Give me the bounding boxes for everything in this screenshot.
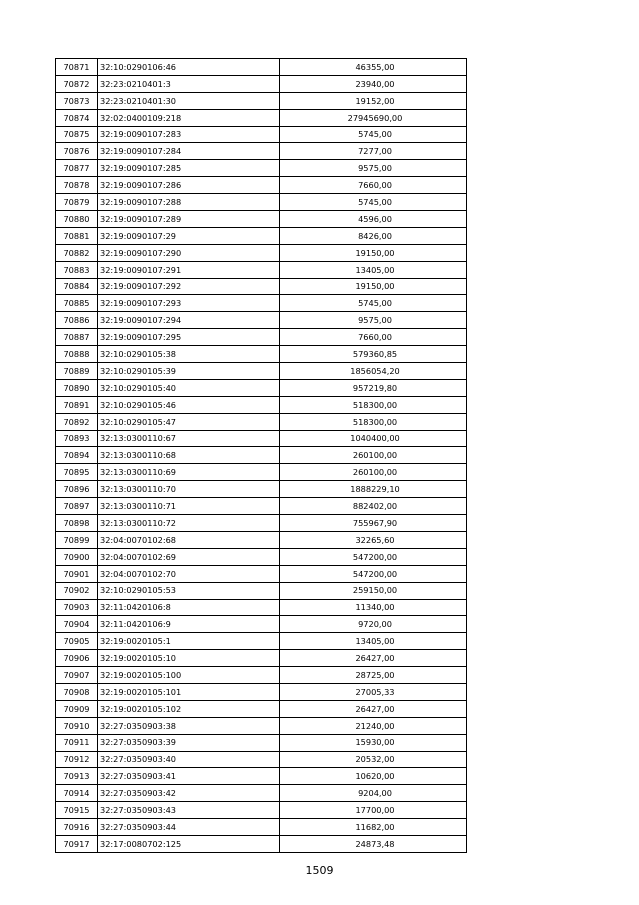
cadastral-number-cell: 32:13:0300110:71 <box>98 498 280 515</box>
cadastral-number-cell: 32:19:0020105:1 <box>98 633 280 650</box>
cadastral-number-cell: 32:10:0290105:46 <box>98 396 280 413</box>
cadastral-value-cell: 8426,00 <box>280 227 467 244</box>
cadastral-number-cell: 32:10:0290105:39 <box>98 363 280 380</box>
row-number-cell: 70889 <box>56 363 98 380</box>
cadastral-number-cell: 32:19:0090107:293 <box>98 295 280 312</box>
cadastral-value-cell: 957219,80 <box>280 379 467 396</box>
table-row <box>56 92 467 109</box>
cadastral-number-cell: 32:19:0090107:291 <box>98 261 280 278</box>
cadastral-value-cell: 7660,00 <box>280 177 467 194</box>
row-number-cell: 70910 <box>56 717 98 734</box>
table-row <box>56 683 467 700</box>
cadastral-number-cell: 32:19:0090107:288 <box>98 194 280 211</box>
row-number-cell: 70900 <box>56 548 98 565</box>
cadastral-value-cell: 755967,90 <box>280 515 467 532</box>
cadastral-value-cell: 260100,00 <box>280 447 467 464</box>
table-row <box>56 751 467 768</box>
cadastral-value-cell: 882402,00 <box>280 498 467 515</box>
cadastral-number-cell: 32:11:0420106:9 <box>98 616 280 633</box>
cadastral-number-cell: 32:19:0090107:290 <box>98 244 280 261</box>
cadastral-number-cell: 32:19:0090107:292 <box>98 278 280 295</box>
cadastral-number-cell: 32:13:0300110:69 <box>98 464 280 481</box>
row-number-cell: 70901 <box>56 565 98 582</box>
cadastral-value-cell: 13405,00 <box>280 633 467 650</box>
table-row <box>56 312 467 329</box>
row-number-cell: 70892 <box>56 413 98 430</box>
table-row <box>56 143 467 160</box>
cadastral-value-cell: 4596,00 <box>280 211 467 228</box>
table-row <box>56 59 467 76</box>
table-row <box>56 261 467 278</box>
table-row <box>56 244 467 261</box>
row-number-cell: 70904 <box>56 616 98 633</box>
row-number-cell: 70902 <box>56 582 98 599</box>
row-number-cell: 70872 <box>56 75 98 92</box>
cadastral-value-cell: 32265,60 <box>280 531 467 548</box>
table-row <box>56 650 467 667</box>
cadastral-value-cell: 547200,00 <box>280 548 467 565</box>
table-row <box>56 717 467 734</box>
cadastral-number-cell: 32:19:0090107:294 <box>98 312 280 329</box>
table-row <box>56 734 467 751</box>
row-number-cell: 70878 <box>56 177 98 194</box>
cadastral-number-cell: 32:19:0090107:283 <box>98 126 280 143</box>
table-row <box>56 616 467 633</box>
cadastral-value-cell: 46355,00 <box>280 59 467 76</box>
row-number-cell: 70886 <box>56 312 98 329</box>
cadastral-value-cell: 13405,00 <box>280 261 467 278</box>
cadastral-number-cell: 32:19:0090107:29 <box>98 227 280 244</box>
row-number-cell: 70881 <box>56 227 98 244</box>
cadastral-value-cell: 21240,00 <box>280 717 467 734</box>
cadastral-number-cell: 32:27:0350903:39 <box>98 734 280 751</box>
table-row <box>56 413 467 430</box>
table-row <box>56 835 467 852</box>
table-row <box>56 227 467 244</box>
table-row <box>56 329 467 346</box>
cadastral-value-table <box>55 58 467 853</box>
table-row <box>56 126 467 143</box>
cadastral-number-cell: 32:27:0350903:40 <box>98 751 280 768</box>
cadastral-value-cell: 7277,00 <box>280 143 467 160</box>
cadastral-value-cell: 11340,00 <box>280 599 467 616</box>
row-number-cell: 70913 <box>56 768 98 785</box>
cadastral-number-cell: 32:19:0020105:100 <box>98 667 280 684</box>
cadastral-number-cell: 32:19:0090107:289 <box>98 211 280 228</box>
cadastral-value-cell: 5745,00 <box>280 126 467 143</box>
row-number-cell: 70906 <box>56 650 98 667</box>
table-row <box>56 633 467 650</box>
cadastral-value-cell: 19150,00 <box>280 278 467 295</box>
row-number-cell: 70875 <box>56 126 98 143</box>
table-row <box>56 700 467 717</box>
cadastral-value-cell: 23940,00 <box>280 75 467 92</box>
table-row <box>56 768 467 785</box>
row-number-cell: 70914 <box>56 785 98 802</box>
cadastral-number-cell: 32:19:0020105:102 <box>98 700 280 717</box>
row-number-cell: 70895 <box>56 464 98 481</box>
row-number-cell: 70877 <box>56 160 98 177</box>
cadastral-value-cell: 1040400,00 <box>280 430 467 447</box>
cadastral-number-cell: 32:19:0090107:295 <box>98 329 280 346</box>
table-row <box>56 447 467 464</box>
row-number-cell: 70888 <box>56 346 98 363</box>
row-number-cell: 70896 <box>56 481 98 498</box>
row-number-cell: 70909 <box>56 700 98 717</box>
row-number-cell: 70891 <box>56 396 98 413</box>
row-number-cell: 70908 <box>56 683 98 700</box>
table-row <box>56 819 467 836</box>
cadastral-number-cell: 32:11:0420106:8 <box>98 599 280 616</box>
table-row <box>56 160 467 177</box>
cadastral-value-cell: 28725,00 <box>280 667 467 684</box>
cadastral-number-cell: 32:27:0350903:42 <box>98 785 280 802</box>
table-row <box>56 582 467 599</box>
row-number-cell: 70903 <box>56 599 98 616</box>
table-row <box>56 211 467 228</box>
row-number-cell: 70879 <box>56 194 98 211</box>
row-number-cell: 70912 <box>56 751 98 768</box>
cadastral-value-cell: 259150,00 <box>280 582 467 599</box>
cadastral-value-cell: 5745,00 <box>280 194 467 211</box>
cadastral-value-cell: 1856054,20 <box>280 363 467 380</box>
table-row <box>56 194 467 211</box>
cadastral-number-cell: 32:27:0350903:44 <box>98 819 280 836</box>
cadastral-value-cell: 15930,00 <box>280 734 467 751</box>
page-number: 1509 <box>305 864 334 877</box>
cadastral-value-cell: 9204,00 <box>280 785 467 802</box>
cadastral-value-cell: 24873,48 <box>280 835 467 852</box>
cadastral-number-cell: 32:04:0070102:68 <box>98 531 280 548</box>
cadastral-value-cell: 20532,00 <box>280 751 467 768</box>
cadastral-number-cell: 32:13:0300110:70 <box>98 481 280 498</box>
cadastral-number-cell: 32:02:0400109:218 <box>98 109 280 126</box>
table-row <box>56 531 467 548</box>
cadastral-number-cell: 32:13:0300110:67 <box>98 430 280 447</box>
cadastral-value-cell: 7660,00 <box>280 329 467 346</box>
row-number-cell: 70894 <box>56 447 98 464</box>
table-row <box>56 548 467 565</box>
cadastral-number-cell: 32:23:0210401:30 <box>98 92 280 109</box>
row-number-cell: 70915 <box>56 802 98 819</box>
table-row <box>56 565 467 582</box>
row-number-cell: 70871 <box>56 59 98 76</box>
cadastral-number-cell: 32:13:0300110:68 <box>98 447 280 464</box>
table-row <box>56 464 467 481</box>
cadastral-number-cell: 32:19:0090107:286 <box>98 177 280 194</box>
cadastral-value-cell: 260100,00 <box>280 464 467 481</box>
cadastral-number-cell: 32:10:0290105:40 <box>98 379 280 396</box>
cadastral-number-cell: 32:17:0080702:125 <box>98 835 280 852</box>
row-number-cell: 70899 <box>56 531 98 548</box>
cadastral-number-cell: 32:19:0020105:101 <box>98 683 280 700</box>
table-row <box>56 481 467 498</box>
cadastral-value-cell: 17700,00 <box>280 802 467 819</box>
table-row <box>56 278 467 295</box>
table-row <box>56 396 467 413</box>
cadastral-value-cell: 9575,00 <box>280 160 467 177</box>
table-row <box>56 379 467 396</box>
cadastral-value-cell: 1888229,10 <box>280 481 467 498</box>
cadastral-number-cell: 32:10:0290105:47 <box>98 413 280 430</box>
cadastral-number-cell: 32:04:0070102:69 <box>98 548 280 565</box>
row-number-cell: 70890 <box>56 379 98 396</box>
cadastral-value-cell: 9720,00 <box>280 616 467 633</box>
cadastral-number-cell: 32:13:0300110:72 <box>98 515 280 532</box>
table-row <box>56 599 467 616</box>
row-number-cell: 70911 <box>56 734 98 751</box>
cadastral-number-cell: 32:19:0090107:285 <box>98 160 280 177</box>
cadastral-value-cell: 9575,00 <box>280 312 467 329</box>
cadastral-value-cell: 10620,00 <box>280 768 467 785</box>
row-number-cell: 70907 <box>56 667 98 684</box>
row-number-cell: 70883 <box>56 261 98 278</box>
cadastral-value-cell: 579360,85 <box>280 346 467 363</box>
table-row <box>56 802 467 819</box>
cadastral-number-cell: 32:27:0350903:38 <box>98 717 280 734</box>
table-row <box>56 75 467 92</box>
cadastral-number-cell: 32:19:0090107:284 <box>98 143 280 160</box>
cadastral-value-cell: 5745,00 <box>280 295 467 312</box>
cadastral-number-cell: 32:10:0290105:53 <box>98 582 280 599</box>
row-number-cell: 70917 <box>56 835 98 852</box>
cadastral-value-cell: 27945690,00 <box>280 109 467 126</box>
row-number-cell: 70882 <box>56 244 98 261</box>
cadastral-value-cell: 19152,00 <box>280 92 467 109</box>
row-number-cell: 70876 <box>56 143 98 160</box>
cadastral-value-cell: 19150,00 <box>280 244 467 261</box>
table-body <box>56 59 467 853</box>
cadastral-number-cell: 32:10:0290105:38 <box>98 346 280 363</box>
row-number-cell: 70873 <box>56 92 98 109</box>
table-row <box>56 363 467 380</box>
cadastral-number-cell: 32:19:0020105:10 <box>98 650 280 667</box>
table-row <box>56 177 467 194</box>
table-row <box>56 498 467 515</box>
row-number-cell: 70898 <box>56 515 98 532</box>
table-row <box>56 109 467 126</box>
row-number-cell: 70897 <box>56 498 98 515</box>
row-number-cell: 70874 <box>56 109 98 126</box>
row-number-cell: 70905 <box>56 633 98 650</box>
cadastral-value-cell: 26427,00 <box>280 700 467 717</box>
row-number-cell: 70885 <box>56 295 98 312</box>
row-number-cell: 70880 <box>56 211 98 228</box>
row-number-cell: 70884 <box>56 278 98 295</box>
cadastral-number-cell: 32:10:0290106:46 <box>98 59 280 76</box>
cadastral-value-cell: 518300,00 <box>280 413 467 430</box>
cadastral-value-cell: 547200,00 <box>280 565 467 582</box>
table-row <box>56 430 467 447</box>
cadastral-number-cell: 32:23:0210401:3 <box>98 75 280 92</box>
row-number-cell: 70916 <box>56 819 98 836</box>
cadastral-number-cell: 32:27:0350903:43 <box>98 802 280 819</box>
cadastral-value-cell: 27005,33 <box>280 683 467 700</box>
table-row <box>56 515 467 532</box>
row-number-cell: 70893 <box>56 430 98 447</box>
cadastral-value-cell: 26427,00 <box>280 650 467 667</box>
row-number-cell: 70887 <box>56 329 98 346</box>
cadastral-number-cell: 32:27:0350903:41 <box>98 768 280 785</box>
table-row <box>56 346 467 363</box>
cadastral-value-cell: 11682,00 <box>280 819 467 836</box>
table-row <box>56 785 467 802</box>
cadastral-value-cell: 518300,00 <box>280 396 467 413</box>
table-row <box>56 667 467 684</box>
cadastral-number-cell: 32:04:0070102:70 <box>98 565 280 582</box>
table-row <box>56 295 467 312</box>
